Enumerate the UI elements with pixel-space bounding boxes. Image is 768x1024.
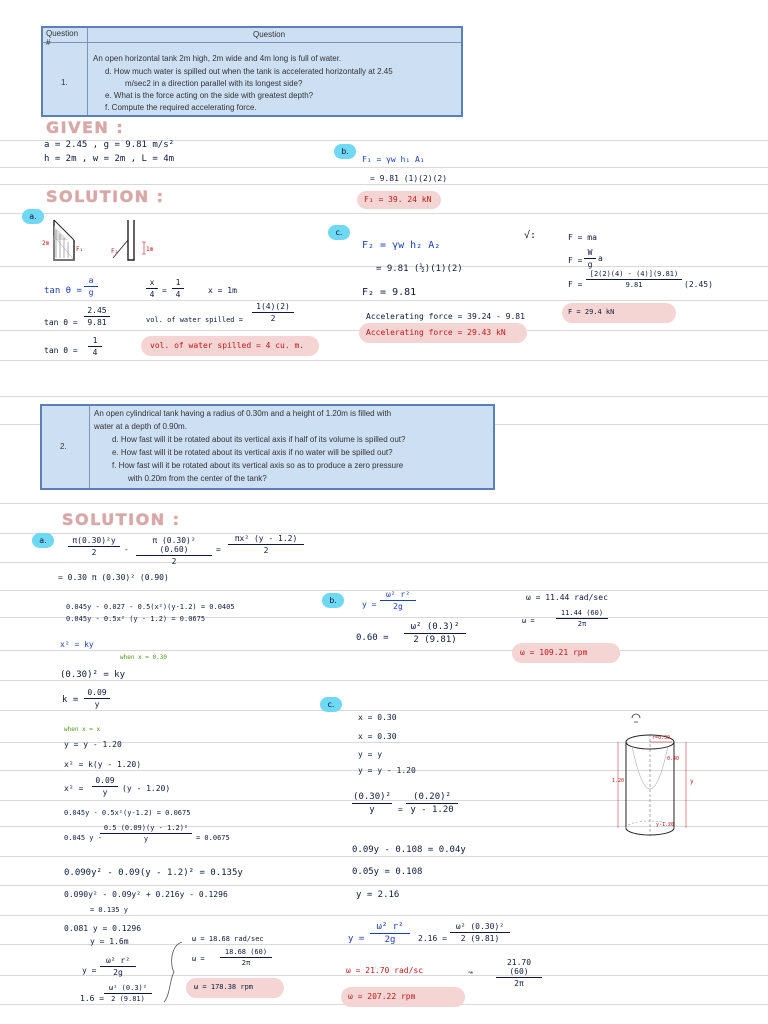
y-formula-fraction bbox=[370, 922, 410, 945]
denominator: 2 bbox=[91, 548, 97, 557]
numerator: 0.09 bbox=[87, 688, 107, 697]
volume-equation-lhs: vol. of water spilled = bbox=[146, 316, 243, 324]
numerator: π(0.30)²y bbox=[72, 536, 116, 545]
y-formula-fraction bbox=[380, 590, 416, 611]
check-line-3-lhs: F = bbox=[568, 280, 583, 289]
column-divider bbox=[89, 406, 90, 488]
cylinder-y-label: y bbox=[690, 778, 694, 785]
volume-fraction-2 bbox=[136, 536, 212, 566]
minus-sign: - bbox=[124, 545, 129, 554]
y-value-fraction bbox=[104, 984, 152, 1003]
label-f1: F₁ bbox=[76, 246, 84, 253]
numerator: ω² r² bbox=[376, 922, 404, 932]
omega-fraction bbox=[220, 948, 272, 967]
check-line-3-rhs: (2.45) bbox=[684, 280, 713, 289]
numerator: (0.30)² bbox=[353, 792, 391, 802]
question-number: 1. bbox=[61, 78, 68, 87]
numerator: ω² r² bbox=[105, 956, 131, 965]
numerator: 1 bbox=[175, 278, 181, 287]
numerator: 1 bbox=[92, 336, 98, 345]
y-value-fraction bbox=[450, 922, 510, 943]
ratio-equals: = bbox=[398, 805, 403, 814]
numerator: 2.45 bbox=[87, 306, 107, 315]
part-c-marker: c. bbox=[328, 225, 350, 240]
check-line-2-fraction bbox=[584, 248, 596, 269]
given-line-2: h = 2m , w = 2m , L = 4m bbox=[44, 154, 175, 164]
step-line: 0.045y - 0.5x²(y-1.2) = 0.0675 bbox=[64, 809, 191, 817]
cylinder-040-label: 0.40 bbox=[667, 756, 680, 762]
denominator: 2π bbox=[514, 979, 524, 988]
denominator: y bbox=[369, 805, 375, 815]
equals-sign: = bbox=[216, 545, 221, 554]
step-line: = 0.135 y bbox=[90, 906, 128, 914]
denominator: 2 (9.81) bbox=[111, 995, 145, 1003]
k-fraction bbox=[84, 688, 110, 709]
denominator: 4 bbox=[149, 290, 155, 299]
when-note: when x = 0.30 bbox=[120, 654, 167, 661]
y-formula-lhs: y = bbox=[348, 934, 365, 944]
tan-eq-1-fraction bbox=[84, 276, 98, 297]
numerator: 0.5 (0.09)(y - 1.2)² bbox=[103, 824, 189, 832]
ratio-fraction-left bbox=[146, 278, 158, 299]
numerator: x bbox=[149, 278, 155, 287]
tan-eq-1-lhs: tan θ = bbox=[44, 286, 82, 296]
part-c-line-2: = 9.81 (½)(1)(2) bbox=[376, 264, 463, 274]
part-c-answer: Accelerating force = 29.43 kN bbox=[366, 328, 506, 337]
question-number: 2. bbox=[60, 442, 67, 451]
denominator: y bbox=[102, 788, 108, 797]
volume-fraction-1 bbox=[68, 536, 120, 557]
step-line: x² = k(y - 1.20) bbox=[64, 760, 142, 769]
y-formula-lhs: y = bbox=[82, 966, 97, 975]
step-line: (0.30)² = ky bbox=[60, 670, 126, 680]
question-line: f. Compute the required accelerating force. bbox=[105, 103, 257, 112]
numerator: ω² (0.3)² bbox=[410, 622, 460, 632]
check-mark: √: bbox=[524, 230, 537, 241]
check-line-1: F = ma bbox=[568, 233, 597, 242]
column-header-question: Question bbox=[253, 30, 286, 39]
check-line-3-fraction bbox=[586, 270, 682, 289]
omega-lhs: ω = bbox=[192, 955, 205, 963]
y-formula-fraction bbox=[100, 956, 136, 977]
question-line: e. How fast will it be rotated about its vertical axis if no water will be spilled out? bbox=[112, 448, 393, 457]
x-squared-rhs: (y - 1.20) bbox=[122, 784, 171, 793]
part-b-line-2: = 9.81 (1)(2)(2) bbox=[370, 174, 448, 183]
question-2-box bbox=[40, 404, 495, 490]
denominator: 4 bbox=[175, 290, 181, 299]
numerator: πx² (y - 1.2) bbox=[234, 534, 298, 543]
part-c-line-4: Accelerating force = 39.24 - 9.81 bbox=[366, 312, 525, 321]
ratio-equals: = bbox=[162, 286, 167, 295]
label-2m: 2m bbox=[42, 240, 50, 247]
part-c-line-3: F₂ = 9.81 bbox=[362, 287, 417, 298]
denominator: 9.81 bbox=[625, 281, 643, 289]
question-line: with 0.20m from the center of the tank? bbox=[128, 474, 267, 483]
question-line: An open cylindrical tank having a radius of 0.30m and a height of 1.20m is filled with bbox=[94, 409, 392, 418]
step-line: = 0.30 π (0.30)² (0.90) bbox=[58, 573, 169, 582]
question-line: m/sec2 in a direction parallel with its longest side? bbox=[125, 79, 303, 88]
ratio-fraction-right bbox=[406, 792, 458, 815]
part-a-marker: a. bbox=[32, 533, 54, 548]
check-line-2-lhs: F = bbox=[568, 256, 583, 265]
check-answer: F = 29.4 kN bbox=[568, 308, 615, 316]
step-line: 0.045y - 0.5x² (y - 1.2) = 0.0675 bbox=[66, 615, 206, 623]
step-line: x = 0.30 bbox=[358, 732, 397, 741]
bracket-connector bbox=[160, 940, 184, 1004]
question-line: e. What is the force acting on the side with greatest depth? bbox=[105, 91, 314, 100]
numerator: 21.70 (60) bbox=[506, 958, 532, 976]
solution-1-header: SOLUTION : bbox=[46, 187, 165, 206]
numerator: W bbox=[587, 248, 593, 257]
approx-arrow: ↝ bbox=[468, 968, 473, 977]
numerator: a bbox=[88, 276, 94, 285]
part-b-answer: F₁ = 39. 24 kN bbox=[364, 195, 432, 204]
denominator: 2g bbox=[393, 602, 403, 611]
step-line-lhs: 0.045 y - bbox=[64, 834, 102, 842]
step-line: 0.081 y = 0.1296 bbox=[64, 924, 142, 933]
question-line: An open horizontal tank 2m high, 2m wide and 4m long is full of water. bbox=[93, 54, 342, 63]
step-line-rhs: = 0.0675 bbox=[196, 834, 230, 842]
denominator: y - 1.20 bbox=[410, 805, 454, 815]
step-line: y = y - 1.20 bbox=[358, 766, 416, 775]
omega-fraction bbox=[556, 609, 608, 628]
omega-rad: ω = 18.68 rad/sec bbox=[192, 935, 264, 943]
step-line: 0.090y² - 0.09y² + 0.216y - 0.1296 bbox=[64, 890, 228, 899]
column-divider bbox=[87, 28, 88, 115]
numerator: 0.09 bbox=[95, 776, 115, 785]
ratio-fraction-left bbox=[352, 792, 392, 815]
y-value-fraction bbox=[404, 622, 466, 645]
volume-fraction bbox=[252, 302, 294, 323]
label-1m: 1m bbox=[146, 246, 154, 253]
tan-eq-2-lhs: tan θ = bbox=[44, 318, 78, 327]
check-line-2-rhs: a bbox=[598, 254, 603, 263]
question-line: f. How fast will it be rotated about its vertical axis so as to produce a zero pressure bbox=[112, 461, 404, 470]
denominator: y bbox=[143, 835, 149, 843]
step-line: y = 1.6m bbox=[90, 937, 129, 946]
part-c-line-1: F₂ = γw h₂ A₂ bbox=[362, 240, 441, 251]
denominator: 2g bbox=[113, 968, 123, 977]
step-line: y = 2.16 bbox=[356, 890, 400, 900]
denominator: 2π bbox=[241, 959, 251, 967]
numerator: (0.20)² bbox=[413, 792, 451, 802]
denominator: 2π bbox=[577, 620, 587, 628]
denominator: g bbox=[587, 260, 593, 269]
step-line: 0.05y = 0.108 bbox=[352, 867, 423, 877]
x-squared-lhs: x² = bbox=[64, 784, 84, 793]
y-formula-lhs: y = bbox=[362, 600, 377, 609]
when-note: when x = x bbox=[64, 726, 101, 733]
part-b-marker: b. bbox=[334, 144, 356, 159]
omega-lhs: ω = bbox=[522, 617, 535, 625]
question-table-header bbox=[43, 28, 461, 43]
y-value-lhs: 1.6 = bbox=[80, 994, 105, 1003]
ratio-fraction-right bbox=[172, 278, 184, 299]
label-f2: F₂ bbox=[111, 248, 119, 255]
omega-rad: ω = 11.44 rad/sec bbox=[526, 593, 608, 602]
question-line: water at a depth of 0.90m. bbox=[94, 422, 187, 431]
numerator: π (0.30)² (0.60) bbox=[152, 536, 196, 554]
numerator: 1(4)(2) bbox=[256, 302, 290, 311]
x-result: x = 1m bbox=[208, 286, 237, 295]
cylinder-y-minus-label: y-1.20 bbox=[656, 822, 675, 828]
step-line: y = y bbox=[358, 750, 383, 759]
denominator: 2 (9.81) bbox=[413, 635, 457, 645]
given-header: GIVEN : bbox=[46, 118, 125, 137]
step-line: x = 0.30 bbox=[358, 713, 397, 722]
step-line: y = y - 1.20 bbox=[64, 740, 122, 749]
numerator: ω² (0.30)² bbox=[455, 922, 505, 931]
denominator: 9.81 bbox=[87, 318, 107, 327]
y-value-mid: 2.16 = bbox=[418, 934, 447, 943]
y-value-lhs: 0.60 = bbox=[356, 633, 389, 643]
denominator: y bbox=[94, 700, 100, 709]
omega-answer: ω = 178.38 rpm bbox=[194, 983, 254, 991]
step-line: x² = ky bbox=[60, 640, 94, 649]
denominator: 2g bbox=[384, 935, 396, 945]
step-line: 0.090y² - 0.09(y - 1.2)² = 0.135y bbox=[64, 868, 243, 878]
omega-rad: ω = 21.70 rad/sc bbox=[346, 966, 424, 975]
question-line: d. How fast will it be rotated about its vertical axis if half of its volume is spilled out? bbox=[112, 435, 406, 444]
numerator: ω² r² bbox=[385, 590, 411, 599]
part-b-line-1: F₁ = γw h₁ A₁ bbox=[362, 155, 425, 164]
k-lhs: k = bbox=[62, 695, 79, 705]
x-squared-fraction bbox=[92, 776, 118, 797]
denominator: 4 bbox=[92, 348, 98, 357]
denominator: 2 (9.81) bbox=[460, 934, 500, 943]
part-b-marker: b. bbox=[322, 593, 344, 608]
numerator: 11.44 (60) bbox=[560, 609, 604, 617]
denominator: 2 bbox=[171, 557, 177, 566]
omega-answer: ω = 109.21 rpm bbox=[520, 648, 588, 657]
tan-eq-2-fraction bbox=[84, 306, 110, 327]
numerator: 18.68 (60) bbox=[224, 948, 268, 956]
step-line: 0.045y - 0.027 - 0.5(x²)(y-1.2) = 0.0405 bbox=[66, 603, 235, 611]
given-line-1: a = 2.45 , g = 9.81 m/s² bbox=[44, 140, 175, 150]
denominator: 2 bbox=[270, 314, 276, 323]
omega-answer: ω = 207.22 rpm bbox=[348, 992, 416, 1001]
tan-eq-3-fraction bbox=[88, 336, 102, 357]
denominator: 2 bbox=[263, 546, 269, 555]
volume-answer: vol. of water spilled = 4 cu. m. bbox=[150, 341, 305, 350]
cylinder-radius-label: r=0.30 bbox=[652, 735, 671, 741]
solution-2-header: SOLUTION : bbox=[62, 510, 181, 529]
tank-cross-section-diagram bbox=[38, 218, 158, 266]
denominator: g bbox=[88, 288, 94, 297]
numerator: ω² (0.3)² bbox=[109, 984, 147, 992]
tan-eq-3-lhs: tan θ = bbox=[44, 346, 78, 355]
step-fraction bbox=[100, 824, 192, 843]
volume-fraction-3 bbox=[228, 534, 304, 555]
column-header-question-number: Question # bbox=[46, 29, 79, 47]
step-line: 0.09y - 0.108 = 0.04y bbox=[352, 845, 466, 855]
omega-fraction bbox=[496, 958, 542, 988]
part-c-marker: c. bbox=[320, 697, 342, 712]
numerator: [2(2)(4) - (4)](9.81) bbox=[589, 270, 679, 278]
cylinder-height-label: 1.20 bbox=[612, 778, 625, 784]
question-1-box bbox=[41, 26, 463, 117]
part-a-marker: a. bbox=[22, 209, 44, 224]
question-line: d. How much water is spilled out when the tank is accelerated horizontally at 2.45 bbox=[105, 67, 393, 76]
